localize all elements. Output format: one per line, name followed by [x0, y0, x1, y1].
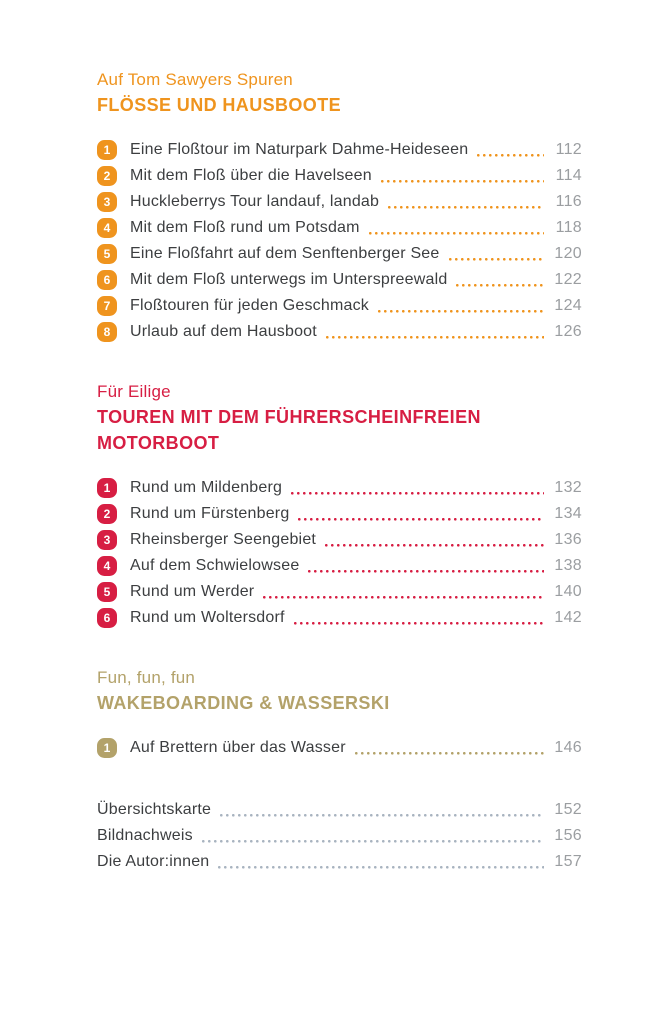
toc-entry [97, 797, 582, 823]
dot-leader [294, 622, 544, 625]
dot-leader [325, 544, 544, 547]
section-kicker: Für Eilige [97, 382, 171, 401]
entry-label: Bildnachweis [97, 827, 193, 844]
toc-entry [97, 553, 582, 579]
dot-leader [298, 518, 544, 521]
entry-label: Eine Floßfahrt auf dem Senftenberger See [130, 245, 440, 262]
entry-label: Auf Brettern über das Wasser [130, 739, 346, 756]
entry-page-number: 126 [554, 323, 582, 340]
entry-label: Floßtouren für jeden Geschmack [130, 297, 369, 314]
dot-leader [263, 596, 544, 599]
entry-page-number: 132 [554, 479, 582, 496]
entry-label: Rheinsberger Seengebiet [130, 531, 317, 548]
toc-list [97, 475, 582, 631]
dot-leader [291, 492, 544, 495]
dot-leader [202, 840, 544, 843]
entry-label: Eine Floßtour im Naturpark Dahme-Heideseen [130, 141, 469, 158]
entry-page-number: 140 [554, 583, 582, 600]
entry-number-badge: 2 [97, 166, 117, 186]
toc-entry [97, 293, 582, 319]
section-kicker: Auf Tom Sawyers Spuren [97, 70, 293, 89]
dot-leader [456, 284, 544, 287]
section-title: WAKEBOARDING & WASSERSKI [97, 693, 390, 713]
toc-entry [97, 501, 582, 527]
toc-list [97, 137, 582, 345]
toc-section-wakeboarding-wasserski [97, 665, 582, 761]
entry-number-badge: 8 [97, 322, 117, 342]
entry-label: Huckleberrys Tour landauf, landab [130, 193, 380, 210]
toc-entry [97, 475, 582, 501]
toc-entry [97, 823, 582, 849]
entry-label: Mit dem Floß unterwegs im Unterspreewald [130, 271, 448, 288]
dot-leader [326, 336, 544, 339]
section-title: FLÖSSE UND HAUSBOOTE [97, 95, 342, 115]
dot-leader [308, 570, 544, 573]
toc-sections [97, 67, 582, 761]
toc-list [97, 735, 582, 761]
entry-page-number: 156 [554, 827, 582, 844]
dot-leader [369, 232, 544, 235]
entry-page-number: 124 [554, 297, 582, 314]
dot-leader [218, 866, 544, 869]
entry-number-badge: 1 [97, 478, 117, 498]
entry-page-number: 138 [554, 557, 582, 574]
dot-leader [449, 258, 544, 261]
entry-page-number: 120 [554, 245, 582, 262]
entry-label: Rund um Woltersdorf [130, 609, 285, 626]
entry-page-number: 112 [555, 141, 582, 158]
toc-entry [97, 189, 582, 215]
entry-label: Übersichtskarte [97, 801, 212, 818]
entry-number-badge: 7 [97, 296, 117, 316]
entry-page-number: 118 [555, 219, 582, 236]
entry-page-number: 146 [554, 739, 582, 756]
entry-page-number: 134 [554, 505, 582, 522]
toc-entry [97, 735, 582, 761]
entry-page-number: 116 [555, 193, 582, 210]
entry-number-badge: 2 [97, 504, 117, 524]
entry-number-badge: 4 [97, 218, 117, 238]
entry-number-badge: 6 [97, 608, 117, 628]
toc-entry [97, 163, 582, 189]
toc-section-floesse-und-hausboote [97, 67, 582, 345]
dot-leader [355, 752, 544, 755]
toc-appendix [97, 797, 582, 875]
entry-label: Auf dem Schwielowsee [130, 557, 300, 574]
entry-label: Rund um Werder [130, 583, 255, 600]
toc-section-motorboot [97, 379, 582, 631]
entry-number-badge: 3 [97, 530, 117, 550]
toc-entry [97, 579, 582, 605]
entry-label: Mit dem Floß rund um Potsdam [130, 219, 360, 236]
entry-number-badge: 5 [97, 244, 117, 264]
entry-page-number: 122 [554, 271, 582, 288]
entry-label: Mit dem Floß über die Havelseen [130, 167, 372, 184]
entry-page-number: 142 [554, 609, 582, 626]
entry-number-badge: 1 [97, 738, 117, 758]
toc-entry [97, 319, 582, 345]
entry-page-number: 152 [554, 801, 582, 818]
dot-leader [388, 206, 544, 209]
entry-number-badge: 6 [97, 270, 117, 290]
entry-number-badge: 3 [97, 192, 117, 212]
toc-entry [97, 267, 582, 293]
toc-entry [97, 137, 582, 163]
dot-leader [220, 814, 544, 817]
dot-leader [477, 154, 544, 157]
entry-page-number: 136 [554, 531, 582, 548]
toc-entry [97, 849, 582, 875]
entry-number-badge: 1 [97, 140, 117, 160]
entry-label: Urlaub auf dem Hausboot [130, 323, 317, 340]
toc-entry [97, 215, 582, 241]
toc-entry [97, 605, 582, 631]
entry-number-badge: 4 [97, 556, 117, 576]
toc-entry [97, 241, 582, 267]
dot-leader [381, 180, 544, 183]
appendix-list [97, 797, 582, 875]
toc-entry [97, 527, 582, 553]
entry-page-number: 157 [554, 853, 582, 870]
entry-page-number: 114 [555, 167, 582, 184]
section-title: TOUREN MIT DEM FÜHRERSCHEINFREIEN MOTORBOOT [97, 407, 481, 453]
entry-label: Die Autor:innen [97, 853, 210, 870]
entry-label: Rund um Mildenberg [130, 479, 283, 496]
section-kicker: Fun, fun, fun [97, 668, 196, 687]
dot-leader [378, 310, 544, 313]
entry-label: Rund um Fürstenberg [130, 505, 290, 522]
entry-number-badge: 5 [97, 582, 117, 602]
